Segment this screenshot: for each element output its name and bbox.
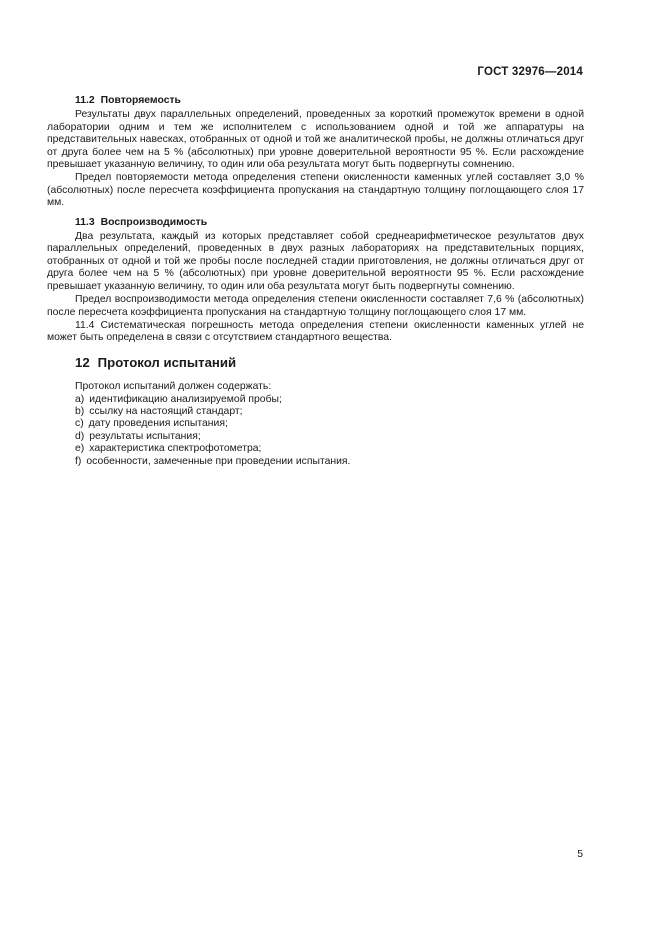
standard-header: ГОСТ 32976—2014 (477, 66, 583, 78)
reproducibility-paragraph-2: Предел воспроизводимости метода определения степени окисленности составляет 7,6 % (абсолютных) после пересчета коэффициента пропускания на стандартную толщину поглощающего слоя 17 мм. (47, 294, 584, 318)
subsection-number: 11.2 (75, 95, 95, 106)
subsection-title: Повторяемость (100, 95, 181, 106)
list-item: c) дату проведения испытания; (75, 418, 228, 430)
page-number: 5 (577, 849, 583, 860)
list-item: f) особенности, замеченные при проведении испытания. (75, 455, 351, 467)
repeatability-paragraph-1: Результаты двух параллельных определений, проведенных за короткий промежуток времени в одной лаборатории одним и тем же исполнителем с использованием одной и той же аппаратуры на представительных навесках, отобранных от одной и той же аналитической пробы, не должны отличаться друг от друга более чем на 5 % (абсолютных) при уровне доверительной вероятности 95 %. Если расхождение превышает указанную величину, то один или оба результата могут быть подвергнуты сомнению. (47, 109, 584, 171)
list-item: e) характеристика спектрофотометра; (75, 443, 262, 455)
document-body (47, 95, 584, 468)
reproducibility-paragraph-1: Два результата, каждый из которых представляет собой среднеарифметическое результатов двух параллельных определений, проведенных в двух разных лабораториях на представительных порциях, отобранных от одной и той же пробы после последней стадии приготовления, не должны отличаться друг от друга более чем на 5 % (абсолютных) при уровне доверительной вероятности 95 %. Если расхождение превышает указанную величину, то один или оба результата могут быть подвергнуты сомнению. (47, 231, 584, 292)
list-item: b) ссылку на настоящий стандарт; (75, 405, 243, 417)
systematic-error-paragraph: 11.4 Систематическая погрешность метода определения степени окисленности каменных углей не может быть определена в связи с отсутствием стандартного вещества. (47, 319, 584, 344)
list-item: a) идентификацию анализируемой пробы; (75, 393, 282, 405)
protocol-list (47, 394, 584, 468)
section-number: 12 (75, 354, 90, 370)
section-title: Протокол испытаний (97, 354, 237, 370)
subsection-heading-11-3 (75, 217, 584, 229)
protocol-intro: Протокол испытаний должен содержать: (75, 381, 272, 393)
list-item: d) результаты испытания; (75, 430, 201, 442)
subsection-number: 11.3 (75, 216, 95, 228)
subsection-heading-11-2 (75, 95, 584, 107)
subsection-title: Воспроизводимость (100, 216, 208, 228)
section-heading-12 (75, 354, 584, 370)
repeatability-paragraph-2: Предел повторяемости метода определения степени окисленности каменных углей составляет 3,0 % (абсолютных) после пересчета коэффициента пропускания на стандартную толщину поглощающего слоя 17 мм. (47, 172, 584, 209)
